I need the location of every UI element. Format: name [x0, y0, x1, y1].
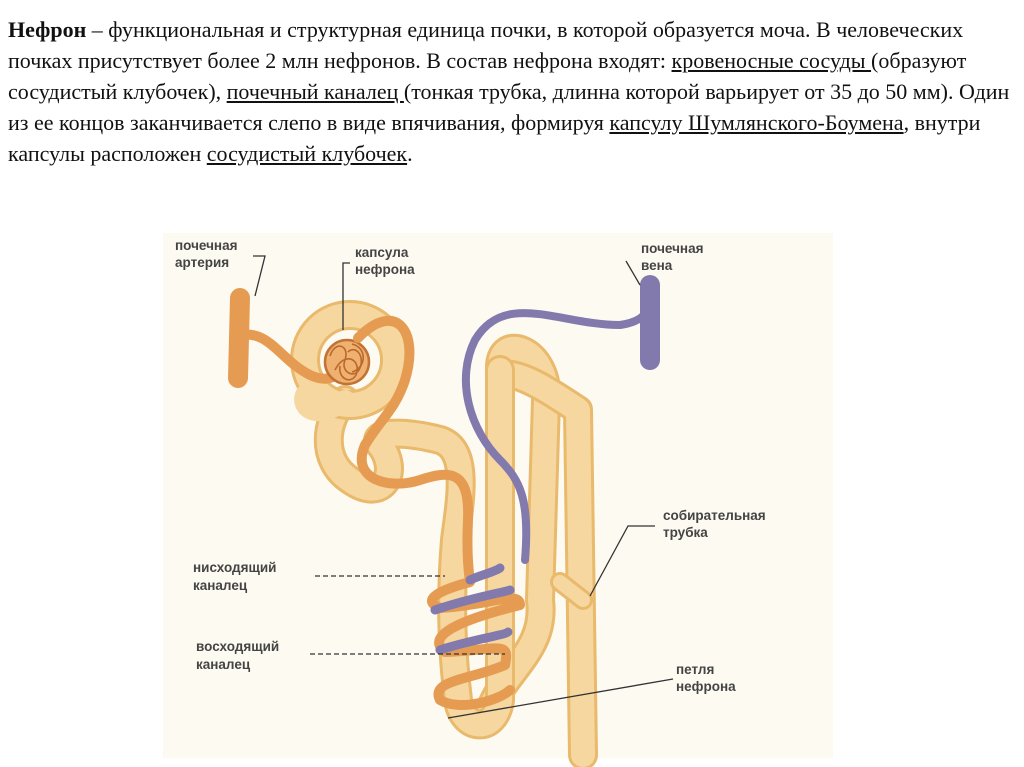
link-glomerulus[interactable]: сосудистый клубочек — [206, 141, 408, 166]
link-bowman-capsule[interactable]: капсулу Шумлянского-Боумена — [609, 110, 904, 135]
intro-text-4: , внутри капсулы расположен — [8, 110, 981, 166]
intro-text-3: (тонкая трубка, длинна которой варьирует от 35 до 50 мм). Один из ее концов заканчивается слепо в виде впячивания, формируя — [8, 79, 1010, 135]
label-nephron-capsule: капсула нефрона — [355, 245, 415, 277]
term-nephron: Нефрон — [8, 17, 87, 42]
label-renal-vein: почечная вена — [641, 241, 704, 273]
link-blood-vessels[interactable]: кровеносные сосуды — [671, 48, 872, 73]
label-collecting-duct: собирательная трубка — [663, 508, 766, 540]
label-renal-artery: почечная артерия — [175, 238, 238, 270]
label-ascending-tubule: восходящий каналец — [196, 639, 280, 672]
label-descending-tubule: нисходящий каналец — [193, 560, 277, 593]
intro-text-1: – функциональная и структурная единица почки, в которой образуется моча. В человеческих почках присутствует более 2 млн нефронов. В состав нефрона входят: — [8, 17, 964, 73]
intro-text-2: (образуют сосудистый клубочек), — [8, 48, 967, 104]
intro-text-5: . — [407, 141, 413, 166]
link-renal-tubule[interactable]: почечный каналец — [226, 79, 404, 104]
glomerulus — [325, 340, 369, 384]
label-nephron-loop: петля нефрона — [676, 662, 736, 694]
